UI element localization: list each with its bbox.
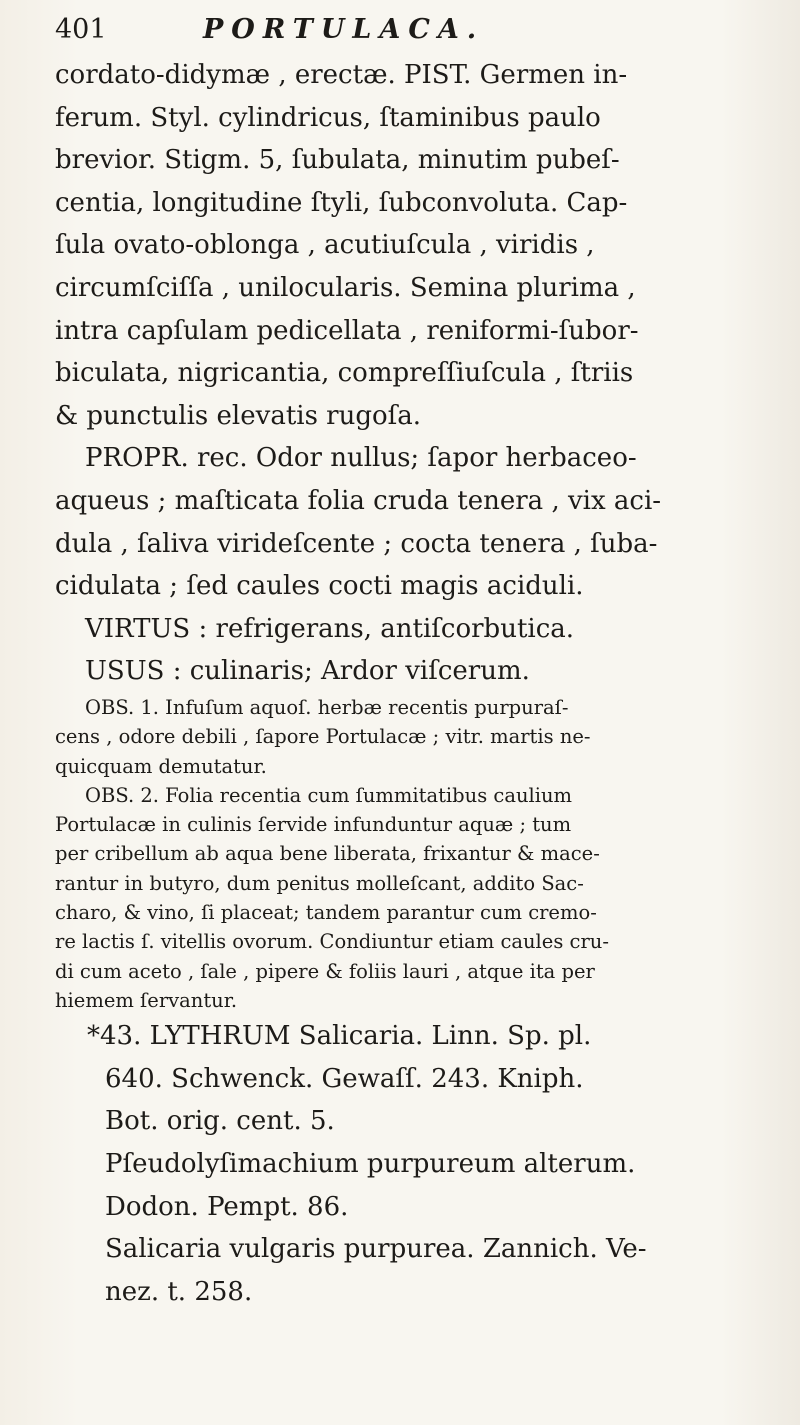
text-line: 640. Schwenck. Gewaſſ. 243. Kniph.: [105, 1063, 584, 1094]
text-line: ſula ovato-oblonga , acutiuſcula , viridis ,: [55, 230, 595, 261]
text-line: USUS : culinaris; Ardor viſcerum.: [85, 656, 530, 687]
text-line: OBS. 2. Folia recentia cum ſummitatibus caulium: [85, 783, 573, 807]
text-line: rantur in butyro, dum penitus molleſcant, addito Sac-: [55, 871, 584, 895]
text-line: ferum. Styl. cylindricus, ſtaminibus paulo: [55, 102, 601, 133]
text-line: circumſciſſa , unilocularis. Semina plurima ,: [55, 272, 636, 303]
text-line: PROPR. rec. Odor nullus; ſapor herbaceo-: [85, 443, 637, 474]
text-line: brevior. Stigm. 5, ſubulata, minutim pubeſ-: [55, 145, 620, 176]
text-line: Salicaria vulgaris purpurea. Zannich. Ve-: [105, 1234, 647, 1265]
text-line: VIRTUS : refrigerans, antiſcorbutica.: [85, 613, 575, 644]
text-line: charo, & vino, ſi placeat; tandem parantur cum cremo-: [55, 900, 597, 924]
text-line: intra capſulam pedicellata , reniformi-ſubor-: [55, 315, 639, 346]
text-line: *43. LYTHRUM Salicaria. Linn. Sp. pl.: [87, 1021, 592, 1052]
page-header: [55, 10, 755, 50]
text-line: dula , ſaliva virideſcente ; cocta tenera , ſuba-: [55, 528, 658, 559]
text-line: di cum aceto , ſale , pipere & foliis lauri , atque ita per: [55, 959, 595, 983]
text-line: nez. t. 258.: [105, 1276, 253, 1307]
body-text: [55, 54, 765, 1313]
text-line: Dodon. Pempt. 86.: [105, 1191, 349, 1222]
text-line: Pſeudolyſimachium purpureum alterum.: [105, 1148, 636, 1179]
page-number: 401: [55, 14, 107, 45]
text-line: biculata, nigricantia, compreſſiuſcula , ſtriis: [55, 358, 634, 389]
text-line: cens , odore debili , ſapore Portulacæ ; vitr. martis ne-: [55, 725, 591, 749]
text-line: hiemem ſervantur.: [55, 988, 238, 1012]
text-line: cidulata ; ſed caules cocti magis aciduli.: [55, 571, 584, 602]
text-line: centia, longitudine ſtyli, ſubconvoluta. Cap-: [55, 187, 628, 218]
text-line: aqueus ; maſticata folia cruda tenera , vix aci-: [55, 485, 662, 516]
text-line: Bot. orig. cent. 5.: [105, 1106, 335, 1137]
text-line: Portulacæ in culinis ſervide infunduntur aquæ ; tum: [55, 813, 572, 837]
text-line: quicquam demutatur.: [55, 754, 267, 778]
text-line: per cribellum ab aqua bene liberata, frixantur & mace-: [55, 842, 600, 866]
text-line: OBS. 1. Infuſum aquoſ. herbæ recentis purpuraſ-: [85, 695, 569, 719]
text-line: cordato-didymæ , erectæ. PIST. Germen in-: [55, 60, 628, 90]
text-line: re lactis ſ. vitellis ovorum. Condiuntur etiam caules cru-: [55, 930, 609, 954]
text-line: & punctulis elevatis rugoſa.: [55, 400, 422, 431]
running-head: PORTULACA.: [203, 14, 485, 45]
